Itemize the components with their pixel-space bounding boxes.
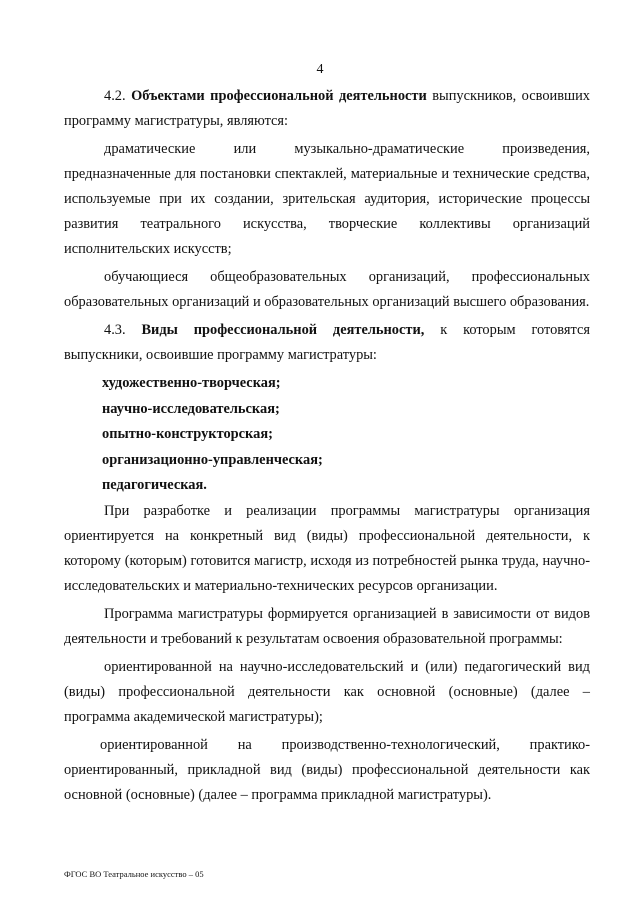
paragraph-applied-master: ориентированной на производственно-технологический, практико-ориентированный, прикладной вид (виды) профессиональной деятельности как основной (основные) (далее – программа прикладной магистратуры). <box>64 736 590 803</box>
paragraph-objects-works: драматические или музыкально-драматические произведения, предназначенные для постановки спектаклей, материальные и технические средства, используемые при их создании, зрительская аудитория, исторические процессы развития театрального искусства, творческие коллективы организаций исполнительских искусств; <box>64 141 590 257</box>
activity-types-list <box>64 371 590 499</box>
paragraph-program-formed: Программа магистратуры формируется организацией в зависимости от видов деятельности и требований к результатам освоения образовательной программы: <box>64 605 590 647</box>
section-number: 4.3. <box>104 322 126 338</box>
list-item: организационно-управленческая; <box>102 451 323 468</box>
section-heading-bold: Объектами профессиональной деятельности <box>131 88 427 104</box>
section-4-2 <box>64 84 590 134</box>
section-text: к которым готовятся выпускники, освоившие программу магистратуры: <box>64 322 590 363</box>
paragraph-objects-students: обучающиеся общеобразовательных организаций, профессиональных образовательных организаций и образовательных организаций высшего образования. <box>64 269 590 310</box>
document-body <box>64 84 590 811</box>
section-heading-bold: Виды профессиональной деятельности, <box>141 322 425 338</box>
list-item: педагогическая. <box>102 477 207 493</box>
section-text: выпускников, освоивших программу магистратуры, являются: <box>64 88 590 129</box>
section-4-3 <box>64 318 590 368</box>
list-item: опытно-конструкторская; <box>102 426 273 442</box>
paragraph-academic-master: ориентированной на научно-исследовательский и (или) педагогический вид (виды) профессиональной деятельности как основной (основные) (далее – программа академической магистратуры); <box>64 658 590 725</box>
section-number: 4.2. <box>104 88 126 104</box>
page-footer: ФГОС ВО Театральное искусство – 05 <box>64 869 204 879</box>
paragraph-orientation: При разработке и реализации программы магистратуры организация ориентируется на конкретный вид (виды) профессиональной деятельности, к которому (которым) готовится магистр, исходя из потребностей рынка труда, научно-исследовательских и материально-технических ресурсов организации. <box>64 502 590 594</box>
page-number: 4 <box>316 62 324 77</box>
list-item: научно-исследовательская; <box>102 400 280 417</box>
list-item: художественно-творческая; <box>102 375 281 391</box>
